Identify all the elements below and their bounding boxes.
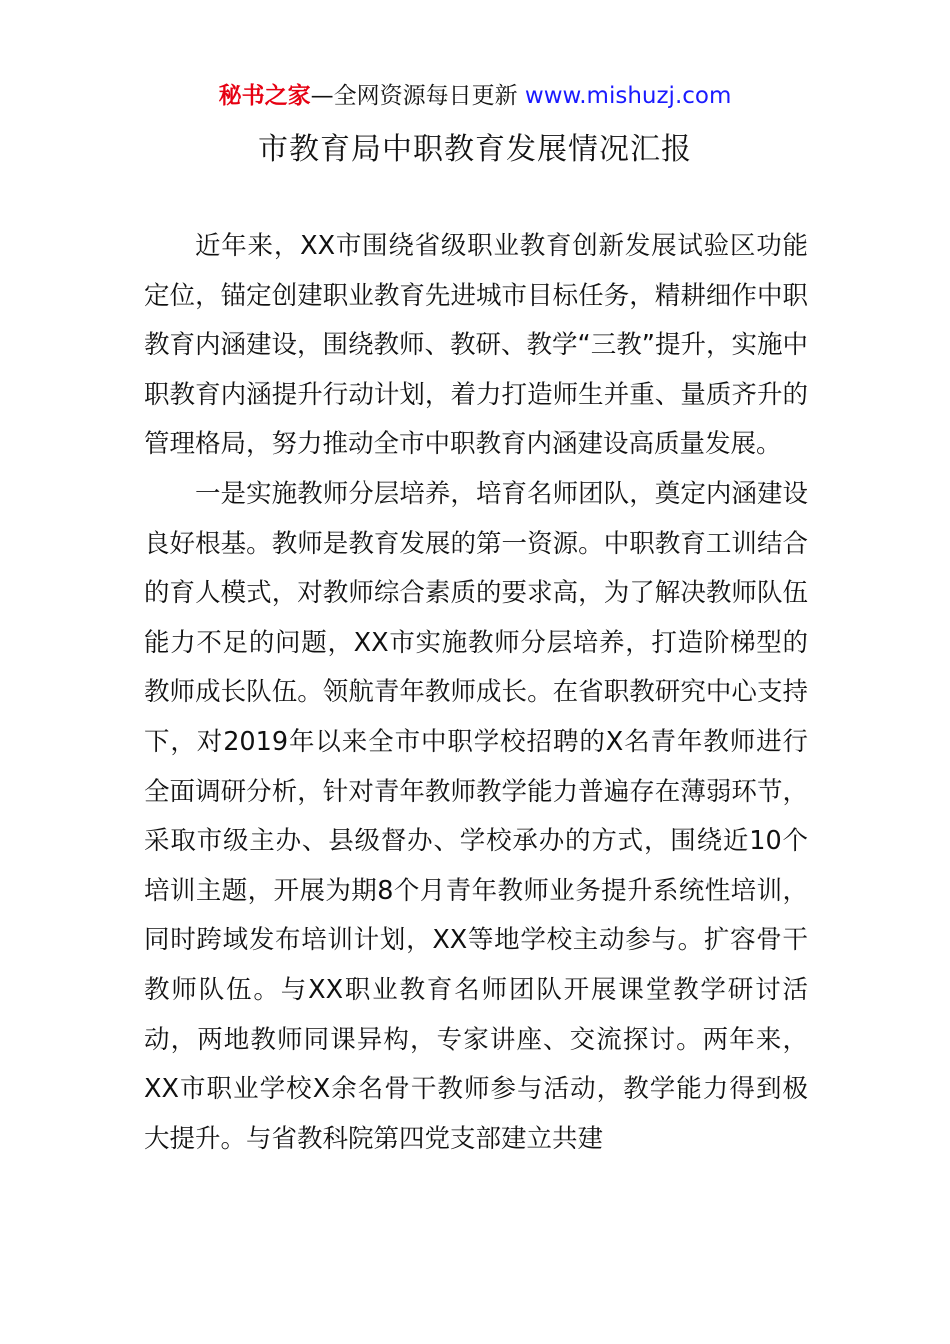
brand-slogan: —全网资源每日更新: [310, 83, 518, 109]
site-header: [0, 80, 950, 112]
paragraph-intro: 近年来，XX市围绕省级职业教育创新发展试验区功能定位，锚定创建职业教育先进城市目标任务，精耕细作中职教育内涵建设，围绕教师、教研、教学“三教”提升，实施中职教育内涵提升行动计划，着力打造师生并重、量质齐升的管理格局，努力推动全市中职教育内涵建设高质量发展。: [144, 231, 808, 460]
site-url-link[interactable]: www.mishuzj.com: [524, 83, 732, 109]
document-title: 市教育局中职教育发展情况汇报: [258, 132, 692, 167]
paragraph-teacher-training: 一是实施教师分层培养，培育名师团队，奠定内涵建设良好根基。教师是教育发展的第一资源。中职教育工训结合的育人模式，对教师综合素质的要求高，为了解决教师队伍能力不足的问题，XX市实施教师分层培养，打造阶梯型的教师成长队伍。领航青年教师成长。在省职教研究中心支持下，对2019年以来全市中职学校招聘的X名青年教师进行全面调研分析，针对青年教师教学能力普遍存在薄弱环节，采取市级主办、县级督办、学校承办的方式，围绕近10个培训主题，开展为期8个月青年教师业务提升系统性培训，同时跨域发布培训计划，XX等地学校主动参与。扩容骨干教师队伍。与XX职业教育名师团队开展课堂教学研讨活动，两地教师同课异构，专家讲座、交流探讨。两年来，XX市职业学校X余名骨干教师参与活动，教学能力得到极大提升。与省教科院第四党支部建立共建: [144, 478, 808, 1154]
document-body: [144, 222, 808, 1164]
brand-name[interactable]: 秘书之家: [218, 83, 311, 109]
